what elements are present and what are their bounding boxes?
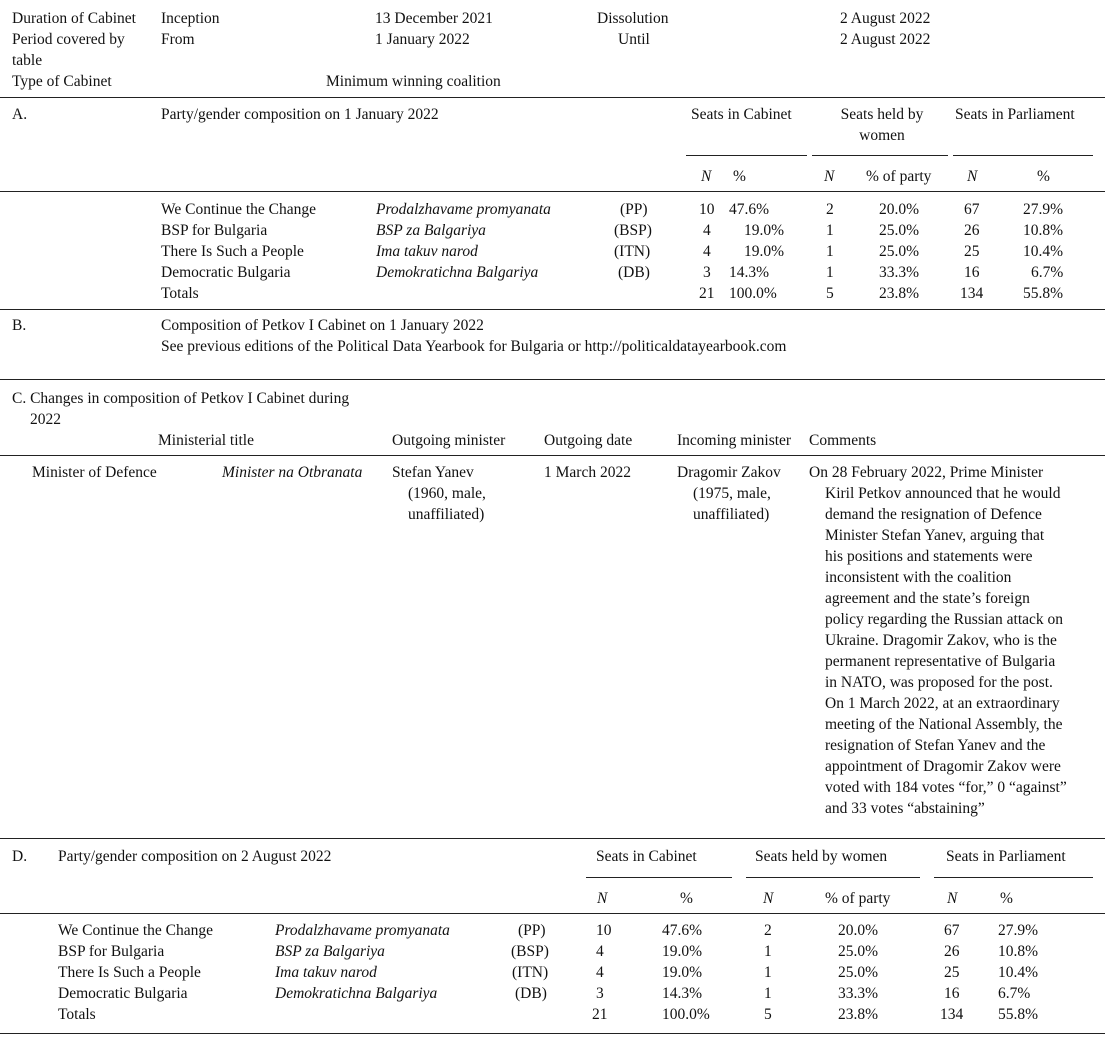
- party-name: BSP for Bulgaria: [58, 943, 165, 960]
- col-comments: Comments: [809, 432, 877, 449]
- sub-n: N: [967, 168, 978, 185]
- parliament-n: 25: [964, 243, 980, 260]
- subheader-rule: [812, 155, 948, 156]
- comment-line: resignation of Stefan Yanev and the: [825, 737, 1046, 754]
- party-native-name: BSP za Balgariya: [275, 943, 385, 960]
- parliament-n: 67: [944, 922, 960, 939]
- section-a-letter: A.: [12, 106, 28, 123]
- incoming-minister-detail: (1975, male,: [693, 485, 771, 502]
- women-n: 1: [764, 943, 772, 960]
- incoming-minister-detail: unaffiliated): [693, 506, 770, 523]
- type-value: Minimum winning coalition: [326, 73, 501, 90]
- from-label: From: [161, 31, 195, 48]
- parliament-n: 16: [964, 264, 980, 281]
- party-abbr: (PP): [620, 201, 648, 218]
- comment-line: Ukraine. Dragomir Zakov, who is the: [825, 632, 1057, 649]
- col-seats-women: Seats held by women: [755, 848, 888, 865]
- section-c-title-cont: 2022: [30, 411, 61, 428]
- party-abbr: (DB): [618, 264, 650, 281]
- period-label-cont: table: [12, 52, 43, 69]
- comment-line: Kiril Petkov announced that he would: [825, 485, 1061, 502]
- sub-pct: %: [1037, 168, 1050, 185]
- divider: [0, 913, 1105, 914]
- sub-n: N: [947, 890, 958, 907]
- party-native-name: Demokratichna Balgariya: [275, 985, 438, 1002]
- col-seats-parliament: Seats in Parliament: [955, 106, 1075, 123]
- party-native-name: Ima takuv narod: [275, 964, 377, 981]
- party-name: There Is Such a People: [161, 243, 304, 260]
- totals-label: Totals: [161, 285, 199, 302]
- party-abbr: (PP): [518, 922, 546, 939]
- section-b-letter: B.: [12, 317, 27, 334]
- parliament-n: 16: [944, 985, 960, 1002]
- cabinet-n: 4: [596, 964, 604, 981]
- sub-n: N: [824, 168, 835, 185]
- party-native-name: BSP za Balgariya: [376, 222, 486, 239]
- party-name: Democratic Bulgaria: [161, 264, 291, 281]
- sub-pct-party: % of party: [866, 168, 932, 185]
- outgoing-minister-detail: (1960, male,: [408, 485, 486, 502]
- women-pct: 25.0%: [879, 243, 920, 260]
- cabinet-pct: 19.0%: [744, 243, 785, 260]
- party-abbr: (BSP): [511, 943, 549, 960]
- parliament-pct: 55.8%: [1023, 285, 1064, 302]
- women-n: 1: [826, 264, 834, 281]
- cabinet-pct: 19.0%: [662, 964, 703, 981]
- parliament-n: 26: [964, 222, 980, 239]
- section-c-title: C. Changes in composition of Petkov I Cabinet during: [12, 390, 350, 407]
- outgoing-minister-name: Stefan Yanev: [392, 464, 474, 481]
- parliament-n: 67: [964, 201, 980, 218]
- parliament-pct: 6.7%: [998, 985, 1031, 1002]
- women-pct: 25.0%: [838, 964, 879, 981]
- inception-label: Inception: [161, 10, 220, 27]
- comment-line: permanent representative of Bulgaria: [825, 653, 1056, 670]
- comment-line: his positions and statements were: [825, 548, 1033, 565]
- divider: [0, 379, 1105, 380]
- comment-line: On 1 March 2022, at an extraordinary: [825, 695, 1060, 712]
- sub-pct: %: [1000, 890, 1013, 907]
- women-n: 1: [764, 985, 772, 1002]
- totals-label: Totals: [58, 1006, 96, 1023]
- women-n: 5: [826, 285, 834, 302]
- sub-n: N: [597, 890, 608, 907]
- cabinet-n: 3: [596, 985, 604, 1002]
- party-name: There Is Such a People: [58, 964, 201, 981]
- women-pct: 23.8%: [838, 1006, 879, 1023]
- women-n: 1: [826, 222, 834, 239]
- col-seats-women-cont: women: [859, 127, 905, 144]
- women-n: 1: [764, 964, 772, 981]
- sub-n: N: [763, 890, 774, 907]
- women-pct: 20.0%: [879, 201, 920, 218]
- col-outgoing-date: Outgoing date: [544, 432, 633, 449]
- subheader-rule: [746, 877, 920, 878]
- col-outgoing-minister: Outgoing minister: [392, 432, 506, 449]
- party-name: Democratic Bulgaria: [58, 985, 188, 1002]
- party-abbr: (DB): [515, 985, 547, 1002]
- parliament-pct: 27.9%: [1023, 201, 1064, 218]
- party-name: We Continue the Change: [161, 201, 317, 218]
- col-seats-parliament: Seats in Parliament: [946, 848, 1066, 865]
- cabinet-pct: 14.3%: [729, 264, 770, 281]
- parliament-pct: 10.8%: [998, 943, 1039, 960]
- cabinet-pct: 100.0%: [662, 1006, 710, 1023]
- divider: [0, 309, 1105, 310]
- comment-line: and 33 votes “abstaining”: [825, 800, 985, 817]
- sub-pct: %: [733, 168, 746, 185]
- cabinet-pct: 14.3%: [662, 985, 703, 1002]
- section-d-title: Party/gender composition on 2 August 2022: [58, 848, 332, 865]
- women-pct: 20.0%: [838, 922, 879, 939]
- comment-line: inconsistent with the coalition: [825, 569, 1012, 586]
- divider: [0, 97, 1105, 98]
- ministerial-title-native: Minister na Otbranata: [222, 464, 363, 481]
- section-b-title: Composition of Petkov I Cabinet on 1 January 2022: [161, 317, 484, 334]
- comment-line: demand the resignation of Defence: [825, 506, 1042, 523]
- col-seats-cabinet: Seats in Cabinet: [596, 848, 697, 865]
- inception-date: 13 December 2021: [375, 10, 493, 27]
- sub-n: N: [701, 168, 712, 185]
- party-native-name: Demokratichna Balgariya: [376, 264, 539, 281]
- col-ministerial-title: Ministerial title: [158, 432, 254, 449]
- outgoing-minister-detail: unaffiliated): [408, 506, 485, 523]
- dissolution-date: 2 August 2022: [840, 10, 931, 27]
- women-pct: 25.0%: [879, 222, 920, 239]
- cabinet-n: 21: [699, 285, 715, 302]
- divider: [0, 191, 1105, 192]
- until-date: 2 August 2022: [840, 31, 931, 48]
- duration-label: Duration of Cabinet: [12, 10, 136, 27]
- comment-line: appointment of Dragomir Zakov were: [825, 758, 1061, 775]
- cabinet-pct: 47.6%: [662, 922, 703, 939]
- divider: [0, 838, 1105, 839]
- comment-line: in NATO, was proposed for the post.: [825, 674, 1053, 691]
- parliament-n: 25: [944, 964, 960, 981]
- women-n: 2: [764, 922, 772, 939]
- cabinet-n: 21: [592, 1006, 608, 1023]
- cabinet-n: 4: [703, 243, 711, 260]
- section-b-note: See previous editions of the Political Data Yearbook for Bulgaria or http://politicaldatayearbook.com: [161, 338, 787, 355]
- comment-line: meeting of the National Assembly, the: [825, 716, 1063, 733]
- type-label: Type of Cabinet: [12, 73, 112, 90]
- cabinet-n: 4: [596, 943, 604, 960]
- cabinet-n: 10: [699, 201, 715, 218]
- comment-line: voted with 184 votes “for,” 0 “against”: [825, 779, 1067, 796]
- cabinet-n: 4: [703, 222, 711, 239]
- party-native-name: Ima takuv narod: [376, 243, 478, 260]
- cabinet-n: 10: [596, 922, 612, 939]
- comment-line: On 28 February 2022, Prime Minister: [809, 464, 1044, 481]
- section-d-letter: D.: [12, 848, 28, 865]
- ministerial-title: Minister of Defence: [32, 464, 157, 481]
- cabinet-n: 3: [703, 264, 711, 281]
- comment-line: agreement and the state’s foreign: [825, 590, 1030, 607]
- women-pct: 25.0%: [838, 943, 879, 960]
- from-date: 1 January 2022: [375, 31, 470, 48]
- subheader-rule: [934, 877, 1093, 878]
- cabinet-pct: 19.0%: [662, 943, 703, 960]
- women-n: 5: [764, 1006, 772, 1023]
- party-name: BSP for Bulgaria: [161, 222, 268, 239]
- parliament-pct: 10.4%: [998, 964, 1039, 981]
- subheader-rule: [586, 877, 732, 878]
- party-native-name: Prodalzhavame promyanata: [376, 201, 551, 218]
- sub-pct-party: % of party: [825, 890, 891, 907]
- subheader-rule: [686, 155, 807, 156]
- dissolution-label: Dissolution: [597, 10, 669, 27]
- party-abbr: (ITN): [512, 964, 549, 981]
- cabinet-pct: 19.0%: [744, 222, 785, 239]
- period-label: Period covered by: [12, 31, 125, 48]
- parliament-n: 134: [960, 285, 984, 302]
- section-a-title: Party/gender composition on 1 January 2022: [161, 106, 439, 123]
- women-n: 2: [826, 201, 834, 218]
- cabinet-pct: 47.6%: [729, 201, 770, 218]
- parliament-pct: 6.7%: [1031, 264, 1064, 281]
- women-pct: 33.3%: [879, 264, 920, 281]
- party-native-name: Prodalzhavame promyanata: [275, 922, 450, 939]
- comment-line: policy regarding the Russian attack on: [825, 611, 1064, 628]
- party-abbr: (ITN): [614, 243, 651, 260]
- women-n: 1: [826, 243, 834, 260]
- party-abbr: (BSP): [614, 222, 652, 239]
- sub-pct: %: [680, 890, 693, 907]
- party-name: We Continue the Change: [58, 922, 214, 939]
- parliament-pct: 10.8%: [1023, 222, 1064, 239]
- incoming-minister-name: Dragomir Zakov: [677, 464, 781, 481]
- parliament-pct: 55.8%: [998, 1006, 1039, 1023]
- col-seats-women: Seats held by: [840, 106, 924, 123]
- subheader-rule: [953, 155, 1093, 156]
- col-incoming-minister: Incoming minister: [677, 432, 792, 449]
- parliament-pct: 10.4%: [1023, 243, 1064, 260]
- parliament-n: 26: [944, 943, 960, 960]
- comment-line: Minister Stefan Yanev, arguing that: [825, 527, 1045, 544]
- parliament-pct: 27.9%: [998, 922, 1039, 939]
- divider: [0, 455, 1105, 456]
- women-pct: 23.8%: [879, 285, 920, 302]
- cabinet-pct: 100.0%: [729, 285, 777, 302]
- parliament-n: 134: [940, 1006, 964, 1023]
- col-seats-cabinet: Seats in Cabinet: [691, 106, 792, 123]
- divider: [0, 1033, 1105, 1034]
- women-pct: 33.3%: [838, 985, 879, 1002]
- until-label: Until: [618, 31, 650, 48]
- outgoing-date: 1 March 2022: [544, 464, 631, 481]
